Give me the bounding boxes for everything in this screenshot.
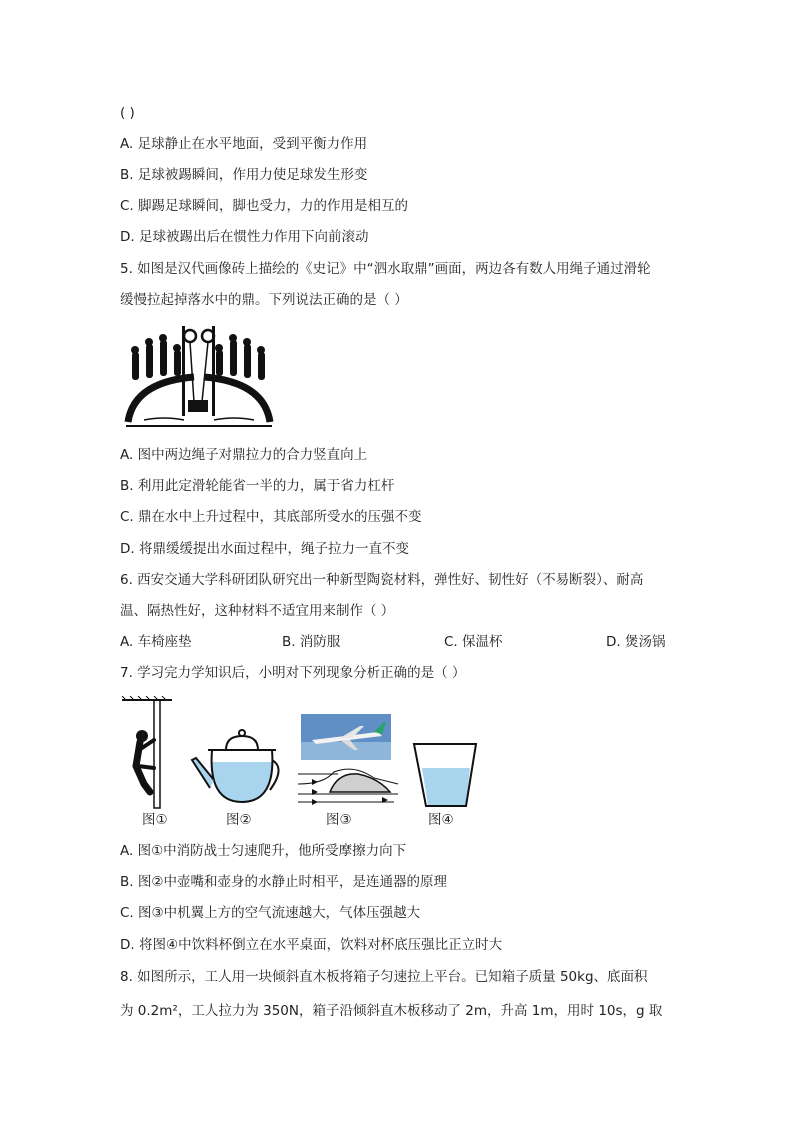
q8-stem-line1: 8. 如图所示，工人用一块倾斜直木板将箱子匀速拉上平台。已知箱子质量 50kg、底面积 [120,969,648,985]
q7-caption-4: 图④ [428,812,454,828]
q7-option-a: A. 图①中消防战士匀速爬升，他所受摩擦力向下 [120,843,407,859]
q5-option-d: D. 将鼎缓缓提出水面过程中，绳子拉力一直不变 [120,541,409,557]
q6-stem-line2: 温、隔热性好，这种材料不适宜用来制作（ ） [120,603,395,619]
q6-option-d: D. 煲汤锅 [606,634,666,650]
q6-option-b: B. 消防服 [282,634,341,650]
q7-option-d: D. 将图④中饮料杯倒立在水平桌面，饮料对杯底压强比正立时大 [120,937,503,953]
q5-option-c: C. 鼎在水中上升过程中，其底部所受水的压强不变 [120,509,422,525]
q7-figure-2-teapot [190,728,284,808]
q6-option-c: C. 保温杯 [444,634,503,650]
q4-answer-bracket: ( ) [120,105,135,121]
q7-option-c: C. 图③中机翼上方的空气流速越大，气体压强越大 [120,905,421,921]
q7-caption-1: 图① [142,812,168,828]
q4-option-a: A. 足球静止在水平地面，受到平衡力作用 [120,136,368,152]
q7-figure-1-firefighter-climbing [120,696,176,810]
q4-option-d: D. 足球被踢出后在惯性力作用下向前滚动 [120,229,369,245]
q5-stem-line2: 缓慢拉起掉落水中的鼎。下列说法正确的是（ ） [120,292,408,308]
q8-stem-line2: 为 0.2m²，工人拉力为 350N，箱子沿倾斜直木板移动了 2m，升高 1m，用时 10s，g 取 [120,1003,663,1019]
q5-option-b: B. 利用此定滑轮能省一半的力，属于省力杠杆 [120,478,395,494]
q6-option-a: A. 车椅座垫 [120,634,192,650]
q5-figure-lifting-ding [124,322,274,430]
q5-option-a: A. 图中两边绳子对鼎拉力的合力竖直向上 [120,447,368,463]
q7-caption-2: 图② [226,812,252,828]
q6-stem-line1: 6. 西安交通大学科研团队研究出一种新型陶瓷材料，弹性好、韧性好（不易断裂）、耐高 [120,572,644,588]
q7-stem: 7. 学习完力学知识后，小明对下列现象分析正确的是（ ） [120,665,466,681]
q7-caption-3: 图③ [326,812,352,828]
q4-option-c: C. 脚踢足球瞬间，脚也受力，力的作用是相互的 [120,198,409,214]
q7-figure-4-cup [410,740,480,810]
q7-option-b: B. 图②中壶嘴和壶身的水静止时相平，是连通器的原理 [120,874,447,890]
q7-figure-3-aircraft-wing [294,712,404,810]
q5-stem-line1: 5. 如图是汉代画像砖上描绘的《史记》中“泗水取鼎”画面，两边各有数人用绳子通过滑轮 [120,261,651,277]
q4-option-b: B. 足球被踢瞬间，作用力使足球发生形变 [120,167,368,183]
